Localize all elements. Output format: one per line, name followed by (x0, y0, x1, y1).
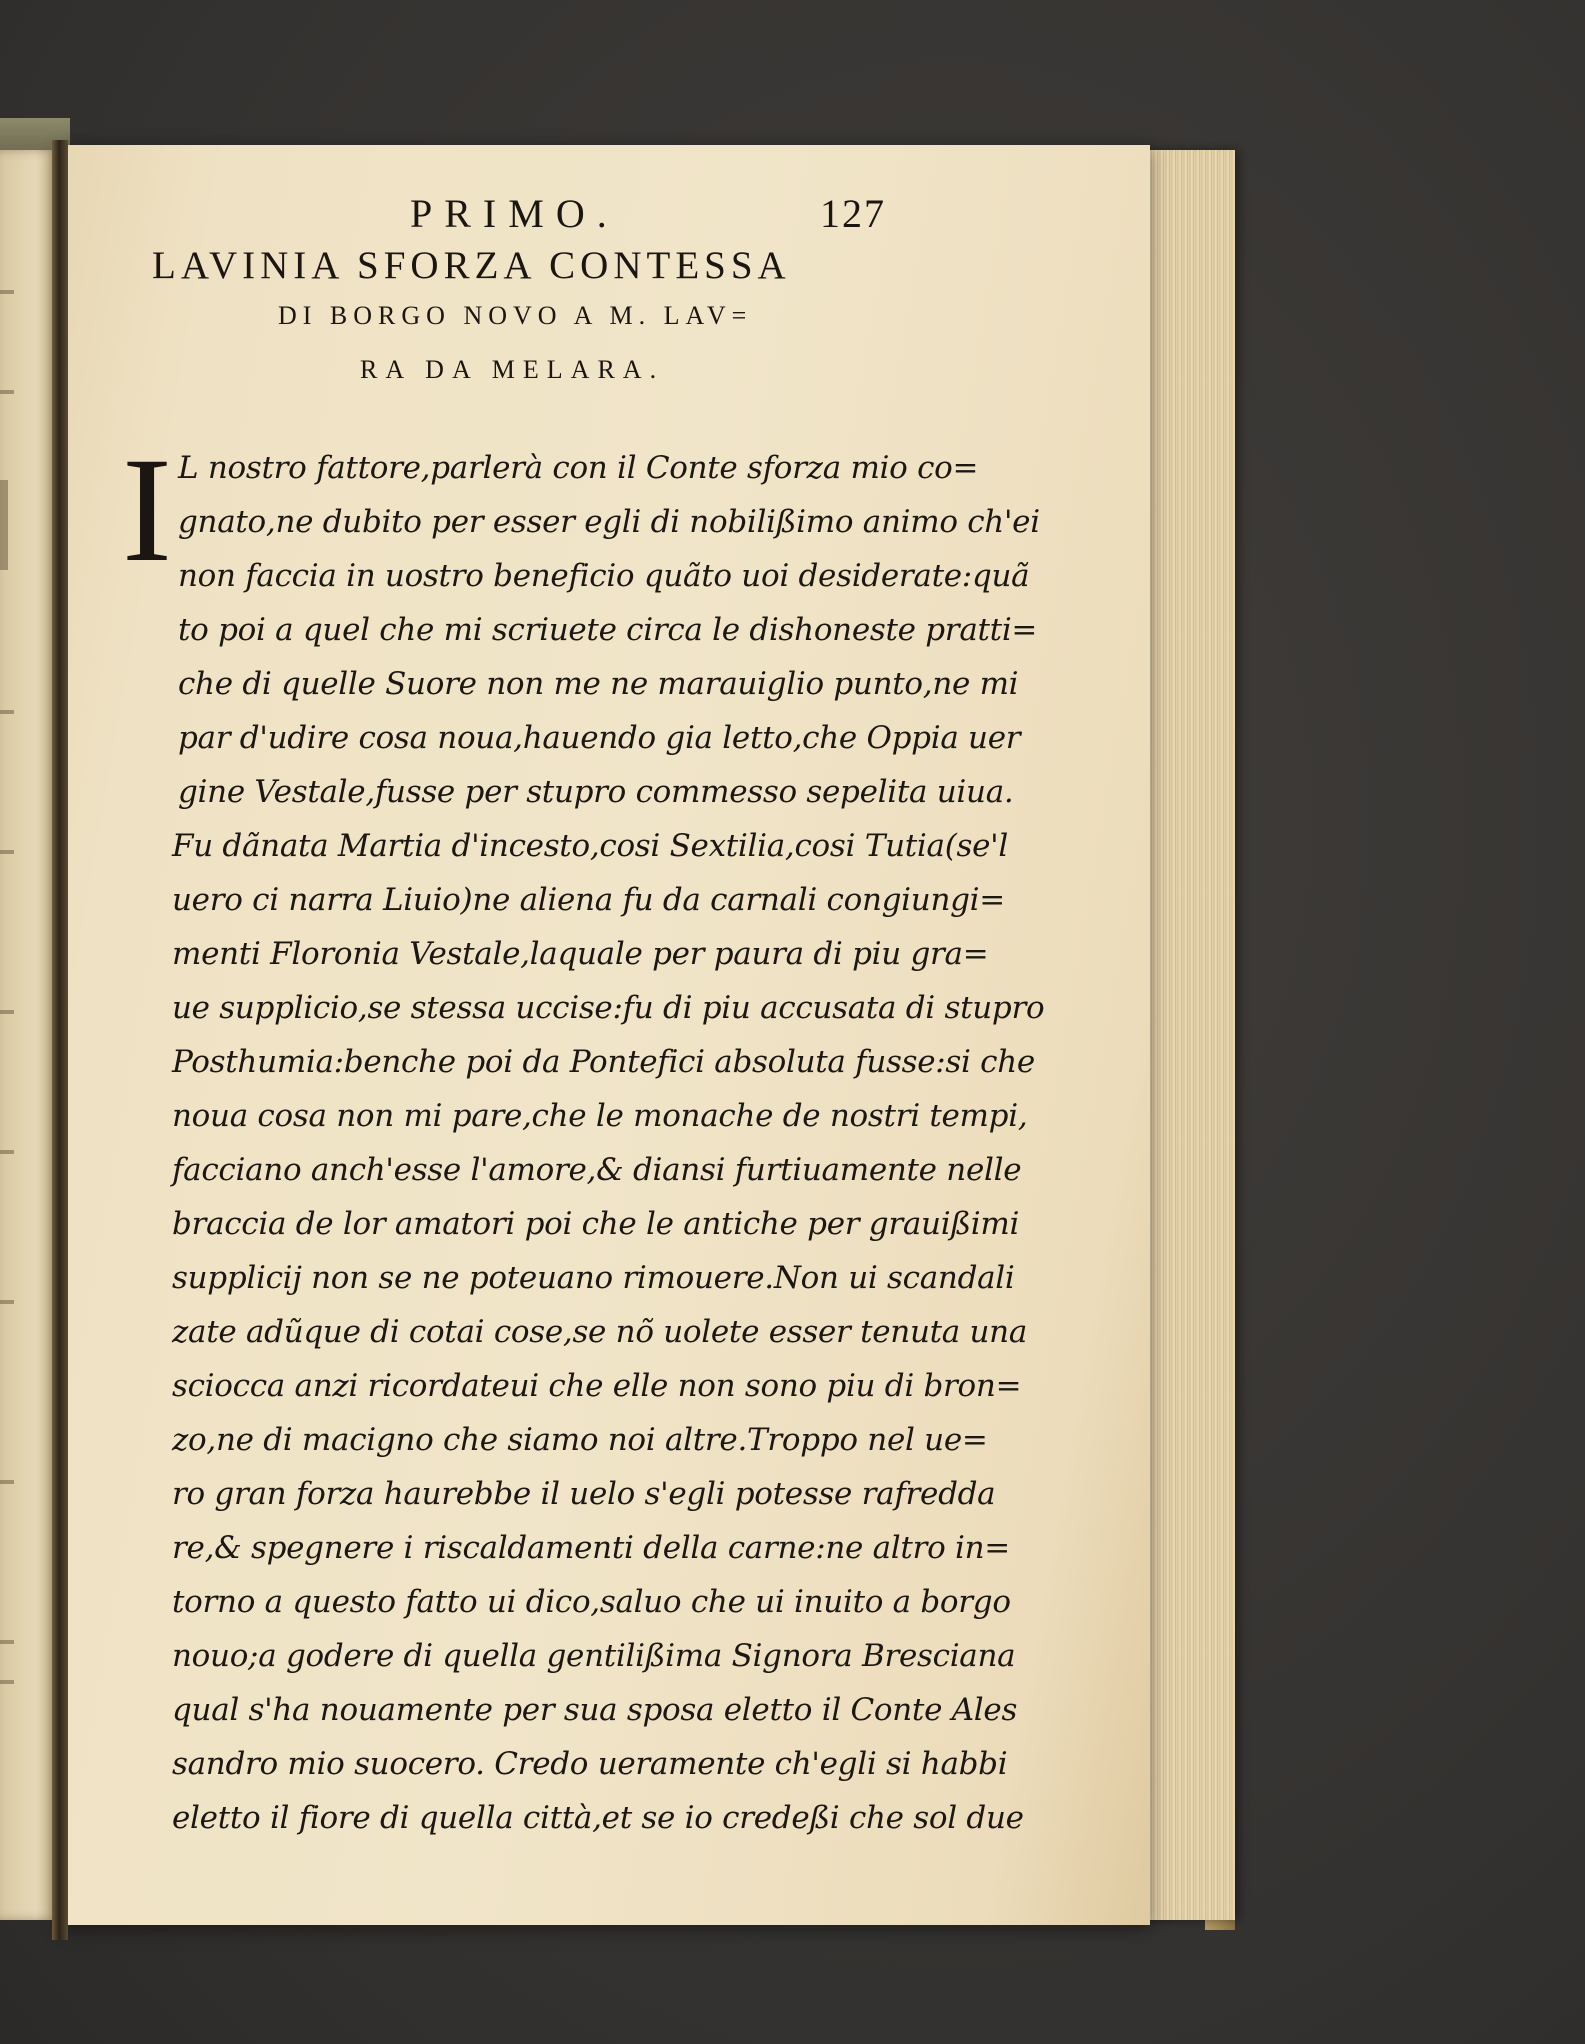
body-line: braccia de lor amatori poi che le antiche per grauißimi (172, 1206, 1020, 1242)
body-line: gnato,ne dubito per esser egli di nobilißimo animo ch'ei (178, 504, 1040, 540)
body-line: zate adũque di cotai cose,se nõ uolete esser tenuta una (172, 1314, 1028, 1350)
running-head-word: PRIMO. (410, 191, 619, 236)
body-line: ue supplicio,se stessa uccise:fu di piu accusata di stupro (172, 990, 1045, 1026)
body-line: sciocca anzi ricordateui che elle non sono piu di bron= (172, 1368, 1022, 1404)
body-line: re,& spegnere i riscaldamenti della carne:ne altro in= (172, 1530, 1010, 1566)
letter-heading-line-2: DI BORGO NOVO A M. LAV= (278, 301, 753, 330)
body-line: noua cosa non mi pare,che le monache de nostri tempi, (172, 1098, 1028, 1134)
body-line: Posthumia:benche poi da Pontefici absoluta fusse:si che (172, 1044, 1035, 1080)
body-line: ro gran forza haurebbe il uelo s'egli potesse rafredda (172, 1476, 996, 1512)
drop-initial: I (122, 427, 172, 593)
body-line: eletto il fiore di quella città,et se io credeßi che sol due (172, 1800, 1024, 1836)
body-line: supplicij non se ne poteuano rimouere.Non ui scandali (172, 1260, 1015, 1296)
body-line: par d'udire cosa noua,hauendo gia letto,che Oppia uer (178, 720, 1021, 756)
running-head (410, 190, 1010, 237)
left-facing-page (0, 150, 58, 1920)
body-line: torno a questo fatto ui dico,saluo che ui inuito a borgo (172, 1584, 1011, 1620)
page-number: 127 (820, 191, 886, 236)
body-line: zo,ne di macigno che siamo noi altre.Troppo nel ue= (172, 1422, 988, 1458)
body-line: qual s'ha nouamente per sua sposa eletto il Conte Ales (172, 1692, 1018, 1728)
page-stack-edges (1140, 150, 1235, 1920)
body-line: gine Vestale,fusse per stupro commesso sepelita uiua. (178, 774, 1014, 810)
body-line: to poi a quel che mi scriuete circa le dishoneste pratti= (178, 612, 1038, 648)
body-line: sandro mio suocero. Credo ueramente ch'egli si habbi (172, 1746, 1008, 1782)
body-line: menti Floronia Vestale,laquale per paura di piu gra= (172, 936, 989, 972)
body-line: che di quelle Suore non me ne marauiglio punto,ne mi (178, 666, 1019, 702)
book-gutter (52, 140, 68, 1940)
body-line: facciano anch'esse l'amore,& diansi furtiuamente nelle (172, 1152, 1022, 1188)
body-line: Fu dãnata Martia d'incesto,cosi Sextilia,cosi Tutia(se'l (172, 828, 1008, 864)
body-line: non faccia in uostro beneficio quãto uoi desiderate:quã (178, 558, 1030, 594)
body-line: L nostro fattore,parlerà con il Conte sforza mio co= (178, 450, 979, 486)
letter-heading-line-1: LAVINIA SFORZA CONTESSA (152, 244, 791, 287)
body-line: nouo;a godere di quella gentilißima Signora Bresciana (172, 1638, 1016, 1674)
body-line: uero ci narra Liuio)ne aliena fu da carnali congiungi= (172, 882, 1005, 918)
letter-heading-line-3: RA DA MELARA. (360, 355, 665, 384)
